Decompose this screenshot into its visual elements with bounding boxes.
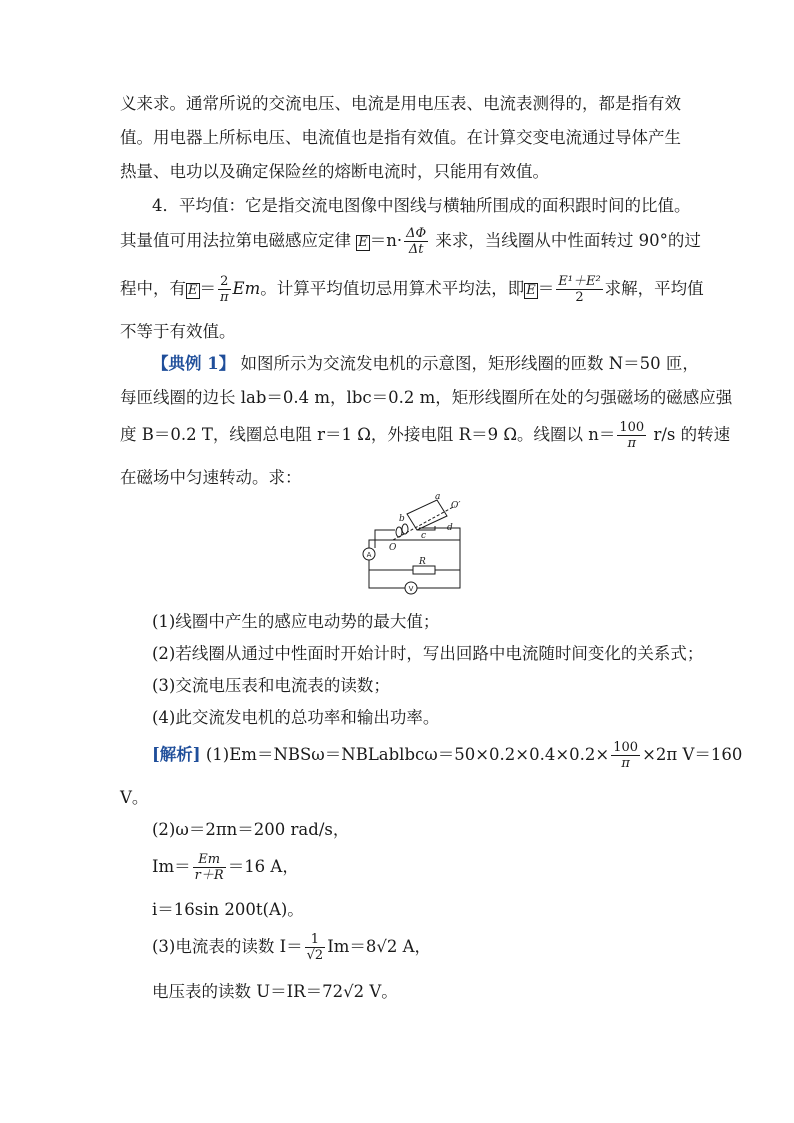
denominator: √2 bbox=[306, 948, 324, 963]
e-bar-symbol: E bbox=[188, 283, 198, 298]
speed-fraction bbox=[617, 420, 646, 451]
text-seg: 求解，平均值 bbox=[604, 279, 704, 298]
denominator: π bbox=[621, 756, 630, 771]
question-3: (3)交流电压表和电流表的读数； bbox=[152, 676, 390, 695]
paragraph-line-1: 义来求。通常所说的交流电压、电流是用电压表、电流表测得的，都是指有效 bbox=[120, 94, 681, 113]
two-over-pi-fraction bbox=[218, 274, 231, 305]
text-seg: 其量值可用法拉第电磁感应定律 bbox=[120, 231, 351, 250]
em-over-rR-fraction bbox=[193, 852, 226, 883]
solution-line-1 bbox=[152, 738, 742, 772]
denominator: π bbox=[627, 436, 637, 451]
solution-line-2: (2)ω＝2πn＝200 rad/s， bbox=[152, 820, 350, 839]
denominator: π bbox=[220, 290, 229, 305]
slip-ring-2 bbox=[402, 524, 408, 534]
average-formula-line bbox=[120, 224, 701, 258]
text-seg: 程中，有 bbox=[120, 279, 186, 298]
text-seg: (1)Em＝NBSω＝NBLablbcω＝50×0.2×0.4×0.2× bbox=[205, 745, 610, 764]
example-line-1 bbox=[152, 352, 699, 376]
slip-ring-1 bbox=[396, 527, 402, 537]
label-b: b bbox=[399, 514, 405, 524]
label-d: d bbox=[447, 523, 453, 533]
eq: ＝ bbox=[199, 279, 216, 298]
text-seg: Im＝ bbox=[152, 857, 191, 876]
example-label: 【典例 1】 bbox=[152, 354, 236, 373]
numerator: 1 bbox=[305, 932, 326, 948]
question-4: (4)此交流发电机的总功率和输出功率。 bbox=[152, 708, 440, 727]
label-c: c bbox=[421, 531, 427, 541]
numerator: ΔΦ bbox=[406, 226, 427, 241]
denominator: 2 bbox=[575, 290, 584, 305]
outer-circuit bbox=[366, 540, 460, 588]
solution-line-3 bbox=[152, 850, 299, 884]
text-seg: 如图所示为交流发电机的示意图，矩形线圈的匝数 N＝50 匝， bbox=[240, 354, 699, 373]
numerator: E¹＋E² bbox=[558, 274, 601, 289]
example-line-4: 在磁场中匀速转动。求： bbox=[120, 468, 302, 487]
example-line-2: 每匝线圈的边长 lab＝0.4 m，lbc＝0.2 m，矩形线圈所在处的匀强磁场的磁感应强 bbox=[120, 388, 733, 407]
text-seg: (3)电流表的读数 I＝ bbox=[152, 937, 303, 956]
numerator: 100 bbox=[619, 420, 645, 435]
e-bar-symbol: E bbox=[358, 235, 368, 250]
e1-e2-fraction bbox=[556, 274, 602, 305]
paragraph-line-7: 不等于有效值。 bbox=[120, 322, 236, 341]
paragraph-line-3: 热量、电功以及确定保险丝的熔断电流时，只能用有效值。 bbox=[120, 162, 549, 181]
numerator: 2 bbox=[218, 274, 231, 290]
text-seg: ＝16 A， bbox=[227, 857, 299, 876]
speed-fraction bbox=[611, 740, 640, 771]
text-seg: 。计算平均值切忌用算术平均法，即 bbox=[260, 279, 525, 298]
solution-label: [解析] bbox=[152, 745, 201, 764]
denominator: r＋R bbox=[194, 868, 224, 883]
label-R: R bbox=[419, 557, 426, 567]
average-value-heading: 4．平均值：它是指交流电图像中图线与横轴所围成的面积跟时间的比值。 bbox=[152, 196, 691, 215]
eq-n: ＝n· bbox=[369, 231, 403, 250]
label-O-prime: O′ bbox=[451, 501, 461, 511]
label-a: a bbox=[435, 492, 441, 502]
question-2: (2)若线圈从通过中性面时开始计时，写出回路中电流随时间变化的关系式； bbox=[152, 644, 704, 663]
resistor-R bbox=[413, 566, 435, 574]
e-bar-symbol: E bbox=[526, 283, 536, 298]
text-seg: 来求，当线圈从中性面转过 90°的过 bbox=[435, 231, 701, 250]
denominator: Δt bbox=[408, 242, 424, 257]
em-symbol: Em bbox=[232, 279, 261, 298]
solution-line-6: 电压表的读数 U＝IR＝72√2 V。 bbox=[152, 982, 398, 1001]
voltmeter-label: V bbox=[408, 585, 414, 593]
numerator: 100 bbox=[613, 740, 639, 755]
text-seg: Im＝8√2 A， bbox=[327, 937, 432, 956]
coil-frame bbox=[407, 500, 447, 530]
text-seg: ×2π V＝160 bbox=[642, 745, 743, 764]
dphi-dt-fraction bbox=[404, 226, 428, 257]
generator-diagram bbox=[355, 492, 467, 596]
paragraph-line-2: 值。用电器上所标电压、电流值也是指有效值。在计算交变电流通过导体产生 bbox=[120, 128, 681, 147]
solution-line-4: i＝16sin 200t(A)。 bbox=[152, 900, 304, 919]
question-1: (1)线圈中产生的感应电动势的最大值； bbox=[152, 612, 440, 631]
average-value-line-2 bbox=[120, 272, 704, 306]
label-O: O bbox=[389, 543, 397, 553]
text-seg: 度 B＝0.2 T，线圈总电阻 r＝1 Ω，外接电阻 R＝9 Ω。线圈以 n＝ bbox=[120, 425, 616, 444]
ammeter-label: A bbox=[366, 551, 372, 559]
solution-line-5 bbox=[152, 930, 431, 964]
numerator: Em bbox=[193, 852, 226, 868]
one-over-sqrt2-fraction bbox=[305, 932, 326, 963]
solution-line-1-cont: V。 bbox=[120, 788, 149, 807]
text-seg: r/s 的转速 bbox=[653, 425, 731, 444]
example-line-3 bbox=[120, 418, 730, 452]
eq: ＝ bbox=[537, 279, 555, 298]
